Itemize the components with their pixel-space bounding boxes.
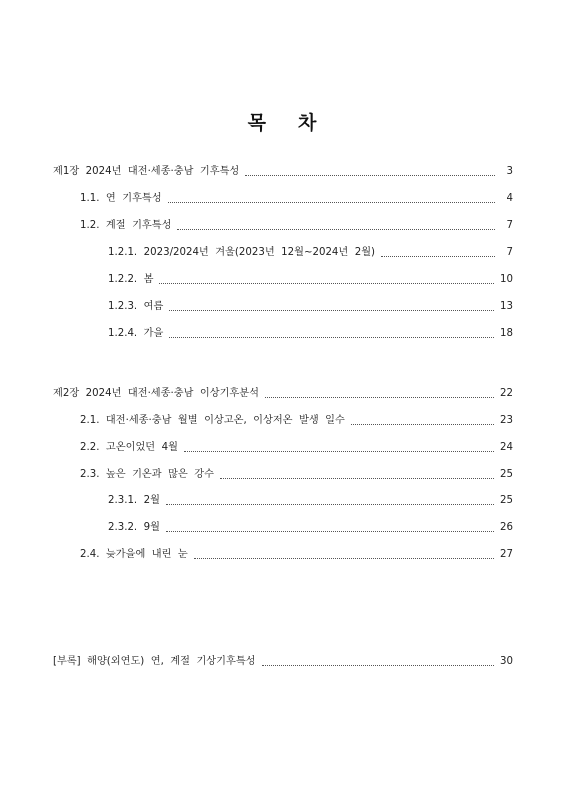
toc-entry[interactable] bbox=[80, 548, 513, 562]
toc-entry-label: 제1장 2024년 대전·세종·충남 기후특성 bbox=[53, 166, 240, 177]
dot-leader bbox=[194, 558, 494, 559]
toc-entry-page: 26 bbox=[500, 522, 513, 533]
toc-entry-label: 1.1. 연 기후특성 bbox=[80, 193, 162, 204]
dot-leader bbox=[381, 256, 495, 257]
toc-entry[interactable] bbox=[108, 300, 513, 314]
dot-leader bbox=[351, 424, 494, 425]
toc-entry-label: 2.2. 고온이었던 4월 bbox=[80, 442, 178, 453]
dot-leader bbox=[159, 283, 494, 284]
toc-entry-label: 1.2.2. 봄 bbox=[108, 274, 154, 285]
toc-entry-page: 10 bbox=[500, 274, 513, 285]
toc-entry-label: 2.1. 대전·세종·충남 월별 이상고온, 이상저온 발생 일수 bbox=[80, 415, 345, 426]
title-part2: 차 bbox=[298, 112, 319, 134]
toc-entry[interactable] bbox=[108, 327, 513, 341]
dot-leader bbox=[265, 397, 494, 398]
dot-leader bbox=[169, 310, 494, 311]
toc-entry-label: 1.2.1. 2023/2024년 겨울(2023년 12월~2024년 2월) bbox=[108, 247, 376, 258]
toc-entry[interactable] bbox=[80, 414, 513, 428]
page-title bbox=[0, 108, 566, 135]
toc-entry-label: 2.4. 늦가을에 내린 눈 bbox=[80, 549, 188, 560]
toc-entry-page: 13 bbox=[500, 301, 513, 312]
toc-entry-page: 23 bbox=[500, 415, 513, 426]
toc-entry-page: 7 bbox=[506, 247, 513, 258]
toc-entry-label: 2.3.1. 2월 bbox=[108, 495, 160, 506]
toc-entry[interactable] bbox=[108, 521, 513, 535]
toc-entry[interactable] bbox=[80, 468, 513, 482]
toc-entry-page: 4 bbox=[506, 193, 513, 204]
toc-entry-page: 22 bbox=[500, 388, 513, 399]
toc-entry-label: 1.2.4. 가을 bbox=[108, 328, 164, 339]
toc-entry-label: 1.2. 계절 기후특성 bbox=[80, 220, 172, 231]
dot-leader bbox=[177, 229, 495, 230]
toc-entry-page: 25 bbox=[500, 495, 513, 506]
toc-entry-label: 제2장 2024년 대전·세종·충남 이상기후분석 bbox=[53, 388, 259, 399]
toc-entry[interactable] bbox=[80, 219, 513, 233]
toc-entry-label: [부록] 해양(외연도) 연, 계절 기상기후특성 bbox=[53, 656, 256, 667]
toc-entry-label: 2.3.2. 9월 bbox=[108, 522, 160, 533]
toc-entry-page: 7 bbox=[506, 220, 513, 231]
toc-entry-label: 2.3. 높은 기온과 많은 강수 bbox=[80, 469, 214, 480]
toc-entry-page: 27 bbox=[500, 549, 513, 560]
toc-entry[interactable] bbox=[53, 165, 513, 179]
toc-entry-label: 1.2.3. 여름 bbox=[108, 301, 164, 312]
dot-leader bbox=[220, 478, 494, 479]
dot-leader bbox=[262, 665, 495, 666]
toc-entry[interactable] bbox=[53, 387, 513, 401]
title-part1: 목 bbox=[247, 112, 268, 134]
toc-entry[interactable] bbox=[80, 192, 513, 206]
toc-entry[interactable] bbox=[108, 273, 513, 287]
dot-leader bbox=[166, 531, 494, 532]
toc-entry-page: 30 bbox=[500, 656, 513, 667]
dot-leader bbox=[169, 337, 494, 338]
toc-entry-page: 18 bbox=[500, 328, 513, 339]
toc-entry[interactable] bbox=[80, 441, 513, 455]
toc-entry[interactable] bbox=[108, 494, 513, 508]
toc-entry[interactable] bbox=[108, 246, 513, 260]
dot-leader bbox=[245, 175, 495, 176]
toc-entry-page: 24 bbox=[500, 442, 513, 453]
toc-entry-page: 25 bbox=[500, 469, 513, 480]
dot-leader bbox=[168, 202, 495, 203]
dot-leader bbox=[166, 504, 494, 505]
toc-entry-page: 3 bbox=[506, 166, 513, 177]
dot-leader bbox=[184, 451, 494, 452]
toc-entry[interactable] bbox=[53, 655, 513, 669]
